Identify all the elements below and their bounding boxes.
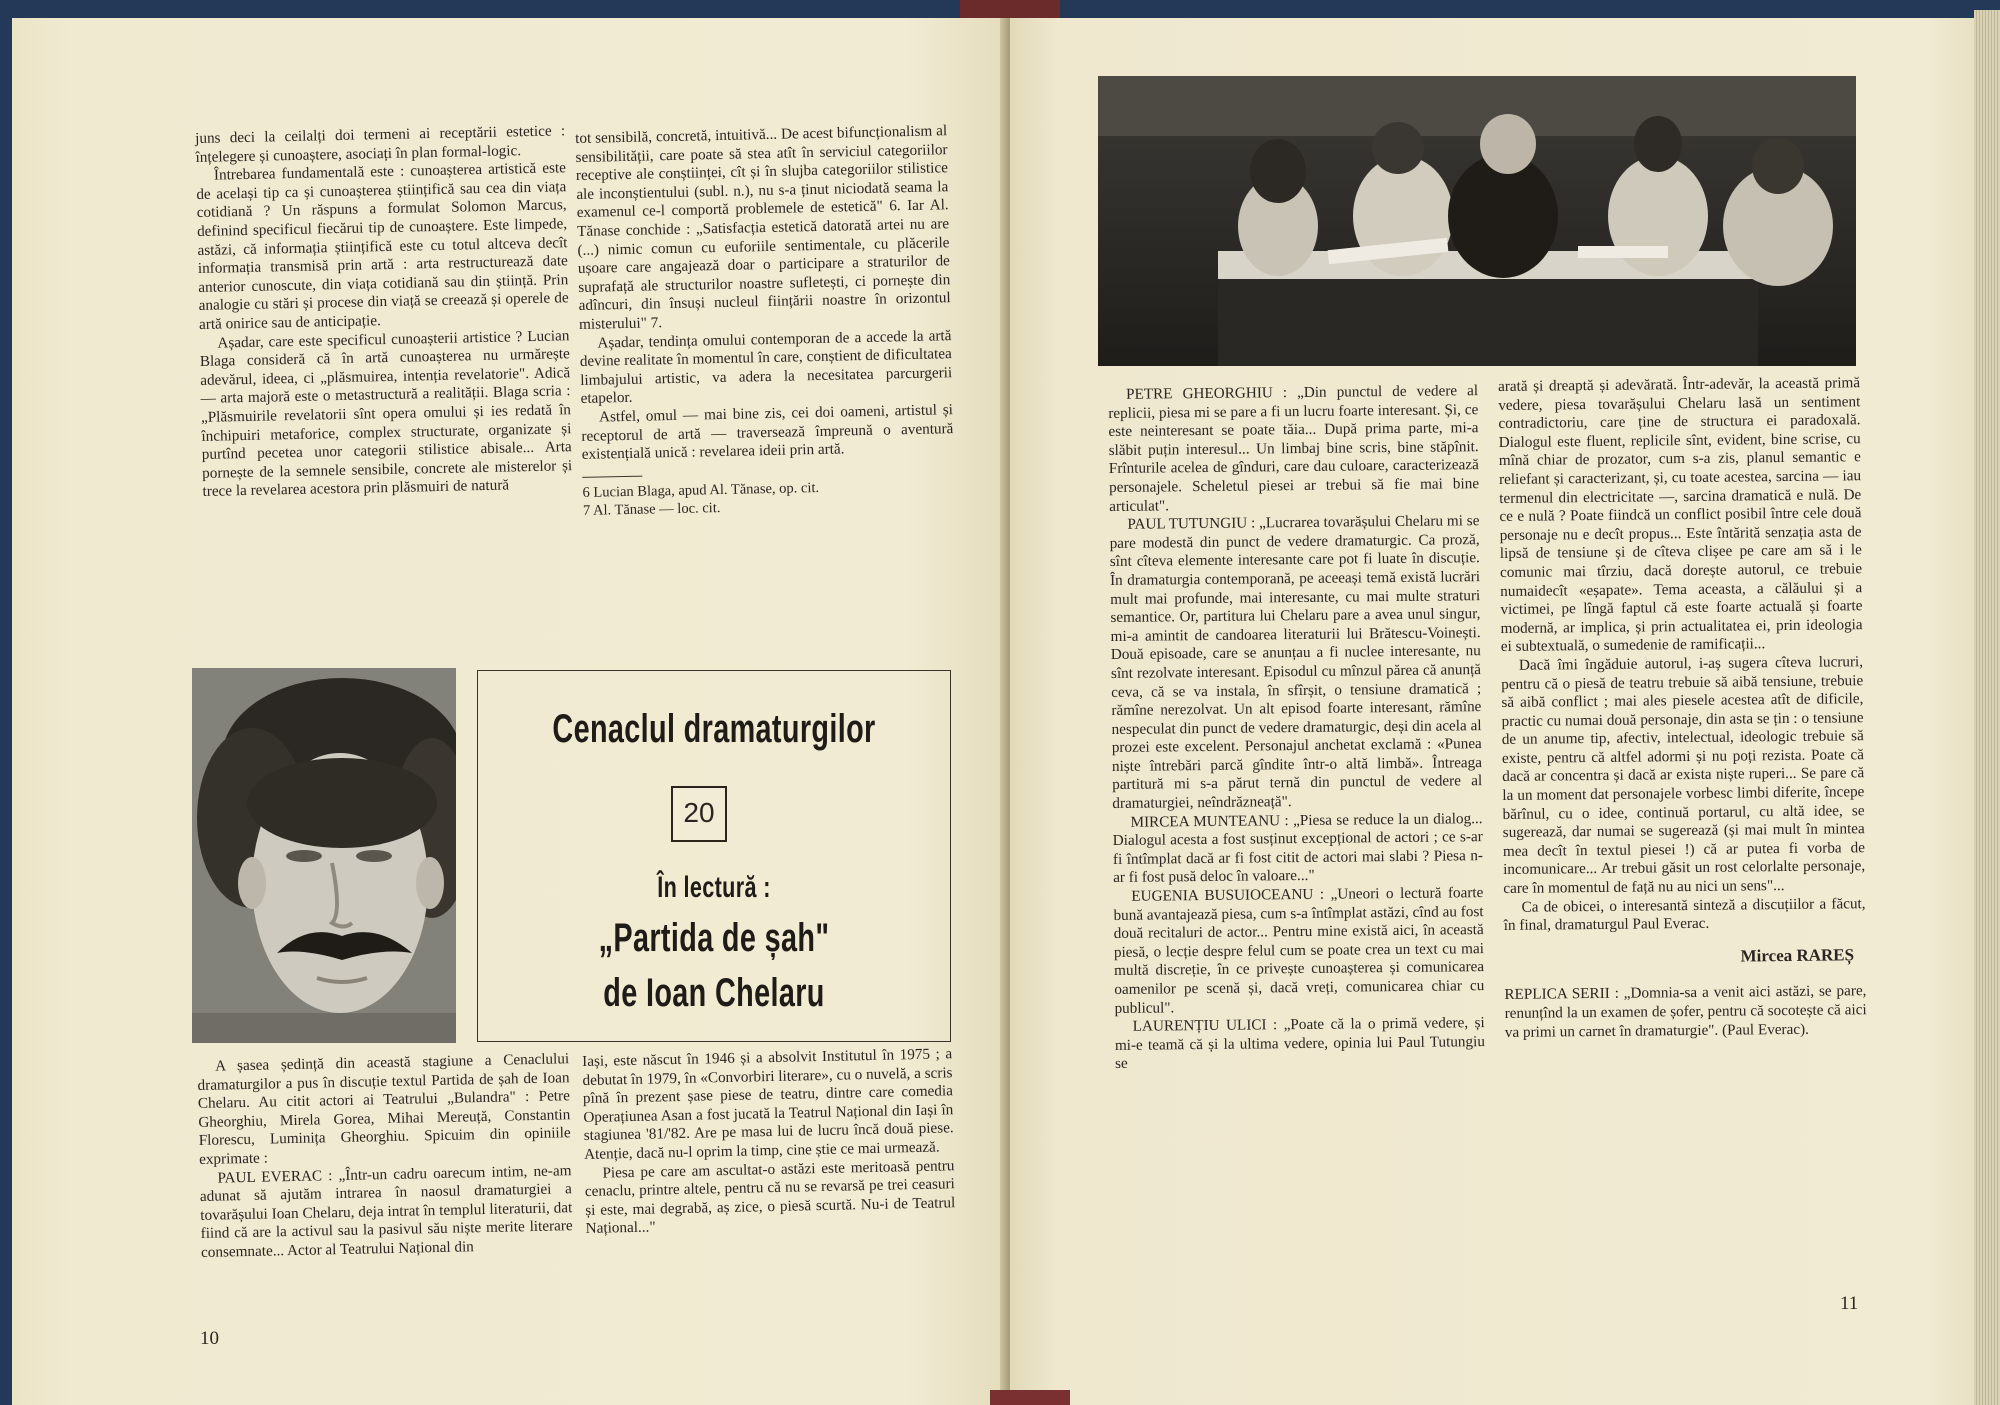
cenacle-title-box (477, 670, 951, 1042)
article-signature: Mircea RAREȘ (1740, 945, 1855, 966)
right-col1-paragraph: EUGENIA BUSUIOCEANU : „Uneori o lectură foarte bună avantajează piesa, cum s-a întîmplat astăzi, cînd au fost două recitaluri de actor... Pentru mine există aici, în această piesă, o lecție despre felul cum se poate crea un text cu mai multă discreție, în ce privește cunoașterea și comunicarea oamenilor pe scenă și, dacă vreți, comunicarea chiar cu publicul". (1113, 884, 1485, 1017)
left-col1-paragraph: Întrebarea fundamentală este : cunoașterea artistică este de același tip ca și cunoașterea științifică sau cea din viața cotidiană ? Un răspuns a formulat Solomon Marcus, definind specificul fiecărui tip de cunoaștere. Este limpede, astăzi, că informația științifică este cu totul altceva decît informația transmisă prin artă : arta restructurează date anterior cunoscute, din viața cotidiană sau din știință. Prin analogie cu stări și procese din viață se creează și operele de artă onirice sau de anticipație. (196, 159, 569, 333)
reading-label: În lectură : (657, 871, 771, 904)
left-col4-paragraph: Piesa pe care am ascultat-o astăzi este meritoasă pentru cenaclu, printre altele, pentru că nu se revarsă pe trei ceasuri și este, mai degrabă, aș zice, o piesă scurtă. Nu-i de Teatrul Național..." (584, 1156, 956, 1238)
page-number-right: 11 (1840, 1293, 1859, 1314)
left-page (12, 18, 1006, 1405)
replica-of-the-evening: REPLICA SERII : „Domnia-sa a venit aici astăzi, se pare, renunțînd la un examen de șofer, pentru că socotește că aici va primi un carnet în dramaturgie". (Paul Everac). (1504, 982, 1867, 1041)
footnote-6: 6 Lucian Blaga, apud Al. Tănase, op. cit. (582, 479, 820, 501)
portrait-illustration (192, 668, 456, 1043)
cover-binding-strip (960, 0, 1060, 18)
page-edges (1974, 10, 2000, 1405)
left-col1-paragraph: juns deci la ceilalți doi termeni ai receptării estetice : înțelegere și cunoaștere, asociați în plan formal-logic. (195, 122, 566, 166)
right-col2-paragraph: Ca de obicei, o interesantă sinteză a discuțiilor a făcut, în final, dramaturgul Paul Everac. (1503, 894, 1866, 935)
left-col2-paragraph: tot sensibilă, concretă, intuitivă... De acest bifuncționalism al sensibilității, care poate să stea atît în serviciul categoriilor receptive ale conștiinței, cît și în slujba categoriilor stilistice ale inconștientului (subl. n.), nu s-a ținut niciodată seama la examenul ce-l comportă problemele de estetică" 6. Iar Al. Tănase conchide : „Satisfacția estetică datorată artei nu are (...) nimic comun cu euforiile sentimentale, cu plăcerile ușoare care angajează doar o participare a straturilor de suprafață ale structurilor noastre sufletești, ci pornește din adîncuri, din însuși nucleul ființării noastre în orizontul misterului" 7. (575, 122, 951, 333)
footnote-rule (582, 475, 642, 477)
left-col2-paragraph: Astfel, omul — mai bine zis, cei doi oameni, artistul și receptorul de artă — traversează împreună o aventură existențială unică : revelarea ideii prin artă. (581, 401, 954, 464)
left-col3-paragraph: A șasea ședință din această stagiune a Cenaclului dramaturgilor a pus în discuție textul Partida de șah de Ioan Chelaru. Au citit actori ai Teatrului „Bulandra" : Petre Gheorghiu, Mirela Gorea, Mihai Mereuță, Constantin Florescu, Luminița Gheorghiu. Spicuim din opiniile exprimate : (197, 1050, 571, 1168)
right-col1-paragraph: PETRE GHEORGHIU : „Din punctul de vedere al replicii, piesa mi se pare a fi un lucru foarte interesant. Și, ce este neinteresant se poate tăia... După prima parte, mi-a slăbit puțin interesul... Un limbaj bine scris, bine stăpînit. Frînturile acelea de gînduri, care dau culoare, caracterizează personajele. Scheletul piesei ar trebui să fie mai bine articulat". (1108, 382, 1480, 515)
cenacle-title: Cenaclul dramaturgilor (552, 707, 876, 751)
right-col1-paragraph: PAUL TUTUNGIU : „Lucrarea tovarășului Chelaru mi se pare modestă din punct de vedere dramaturgic. Ca proză, sînt cîteva elemente interesante care pot fi luate în discuție. În dramaturgia contemporană, pe aceeași temă există lucrări mult mai profunde, mai interesante, cu mai multe straturi semantice. Or, partitura lui Chelaru pare a avea unul singur, mi-a amintit de candoarea literaturii lui Brătescu-Voinești. Două episoade, care se anunțau a fi nuclee interesante, nu sînt rezolvate interesant. Episodul cu mînzul părea că anunță ceva, că se va instala, în sfîrșit, o tensiune dramatică ; rămîne nerezolvat. Un alt episod foarte interesant, rămîne nespeculat din punct de vedere dramaturgic, deși din acela al prozei este excelent. Personajul anchetat exclamă : «Punea niște întrebări parcă gîndite într-o altă limbă». Întreaga partitură mi s-a părut ternă din punctul de vedere al dramaturgiei, neîndrăzneață". (1109, 512, 1483, 813)
left-col4-paragraph: Iași, este născut în 1946 și a absolvit Institutul în 1975 ; a debutat în 1979, în «Convorbiri literare», cu o nuvelă, a scris pînă în prezent șase piese de teatru, dintre care comedia Operațiunea Asan a fost jucată la Teatrul Național din Iași în stagiunea '81/'82. Are pe masa lui de lucru încă două piese. Atenție, dacă nu-l oprim la timp, cine știe ce mai urmează. (582, 1045, 954, 1163)
right-column-2 (1498, 374, 1867, 1042)
author-portrait-photo (192, 668, 456, 1043)
play-title: „Partida de șah" (598, 916, 830, 960)
footnote-7: 7 Al. Tănase — loc. cit. (582, 499, 721, 519)
left-column-2 (575, 122, 955, 519)
reading-session-photo (1098, 76, 1856, 366)
right-col2-paragraph: arată și dreaptă și adevărată. Într-adevăr, la această primă vedere, piesa tovarășului Chelaru lasă un sentiment contradictoriu, care ține de structura ei paradoxală. Dialogul este fluent, replicile sînt, evident, bine scrise, cu mînă chiar de prozator, cum s-a zis, planul semantic e reliefant și caracterizant, și, cu toate acestea, sarcina — iau termenul din electricitate —, sarcina dramatică e nulă. De ce e nulă ? Poate fiindcă un conflict posibil între cele două personaje nu e decît propus... Este întărită senzația asta de lipsă de tensiune și de cîteva clișee pe care am să i le comunic mai tîrziu, dacă dorește autorul, ce trebuie numaidecît «eșapate». Tema aceasta, a călăului și a victimei, pe lîngă faptul că este foarte actuală și foarte modernă, ar implica, și prin actualitatea ei, prin ideologia ei subtextuală, o sumedenie de ramificații... (1498, 374, 1863, 656)
left-col3-paragraph: PAUL EVERAC : „Într-un cadru oarecum intim, ne-am adunat să ajutăm intrarea în naosul dramaturgiei a tovarășului Ioan Chelaru, deja intrat în templul literaturii, dat fiind că are la activul sau la pasivul său niște merite literare consemnate... Actor al Teatrului Național din (199, 1161, 573, 1261)
left-col2-paragraph: Așadar, tendința omului contemporan de a accede la artă devine realitate în momentul în care, conștient de dificultatea limbajului artistic, va adera la necesitatea parcurgerii etapelor. (579, 326, 953, 408)
right-col1-paragraph: LAURENȚIU ULICI : „Poate că la o primă vedere, și mi-e teamă că și la ultima vedere, opinia lui Paul Tutungiu se (1114, 1014, 1485, 1073)
session-number: 20 (671, 786, 727, 842)
bottom-binding-strip (990, 1390, 1070, 1405)
left-column-4 (582, 1045, 956, 1239)
left-col1-paragraph: Așadar, care este specificul cunoașterii artistice ? Lucian Blaga consideră că în artă cunoașterea nu urmărește adevărul, ideea, ci „plăsmuirea, intenția revelatorie". Adică — arta majoră este o metastructură a realității. Blaga scria : „Plăsmuirile revelatorii sînt opera omului și ies redată în închipuiri metaforice, complex structurate, organizate și purtînd pecetea unor categorii stilistice abisale... Arta pornește de la semnele sensibile, concrete ale misterelor și trece la revelarea acestora prin plăsmuiri de natură (199, 326, 573, 501)
right-col2-paragraph: Dacă îmi îngăduie autorul, i-aș sugera cîteva lucruri, pentru că o piesă de teatru trebuie să aibă tensiune, trebuie să aibă conflict ; mai ales piesele acestea atît de dificile, practic cu numai două personaje, din asta se țin : o tensiune de un anume tip, afectiv, intelectual, ideologic trebuie să existe, pentru că altfel adormi și nu poți rezista. Poate că dacă ar concentra și dacă ar exista niște ruperi... Se pare că la un moment dat personajele vorbesc limbi diferite, începe bărînul, cu o idee, continuă portarul, cu altă idee, se sugerează, dar numai se sugerează (și mai mult în mintea mea decît în textul piesei !) că ar putea fi vorba de incomunicare... Ar trebui găsit un rost celorlalte personaje, care în momentul de față nu au nici un sens"... (1501, 653, 1866, 898)
right-col1-paragraph: MIRCEA MUNTEANU : „Piesa se reduce la un dialog... Dialogul acesta a fost susținut excepțional de actori ; ce s-ar fi întîmplat dacă ar fi fost citit de actori mai slabi ? Piesa n-ar fi fost pusă deloc în valoare..." (1112, 809, 1484, 887)
left-column-3 (197, 1050, 573, 1262)
play-author: de Ioan Chelaru (603, 971, 825, 1015)
page-number-left: 10 (200, 1328, 219, 1349)
right-page (1010, 18, 1974, 1405)
left-column-1 (195, 122, 573, 502)
session-illustration (1098, 76, 1856, 366)
right-column-1 (1108, 382, 1485, 1074)
